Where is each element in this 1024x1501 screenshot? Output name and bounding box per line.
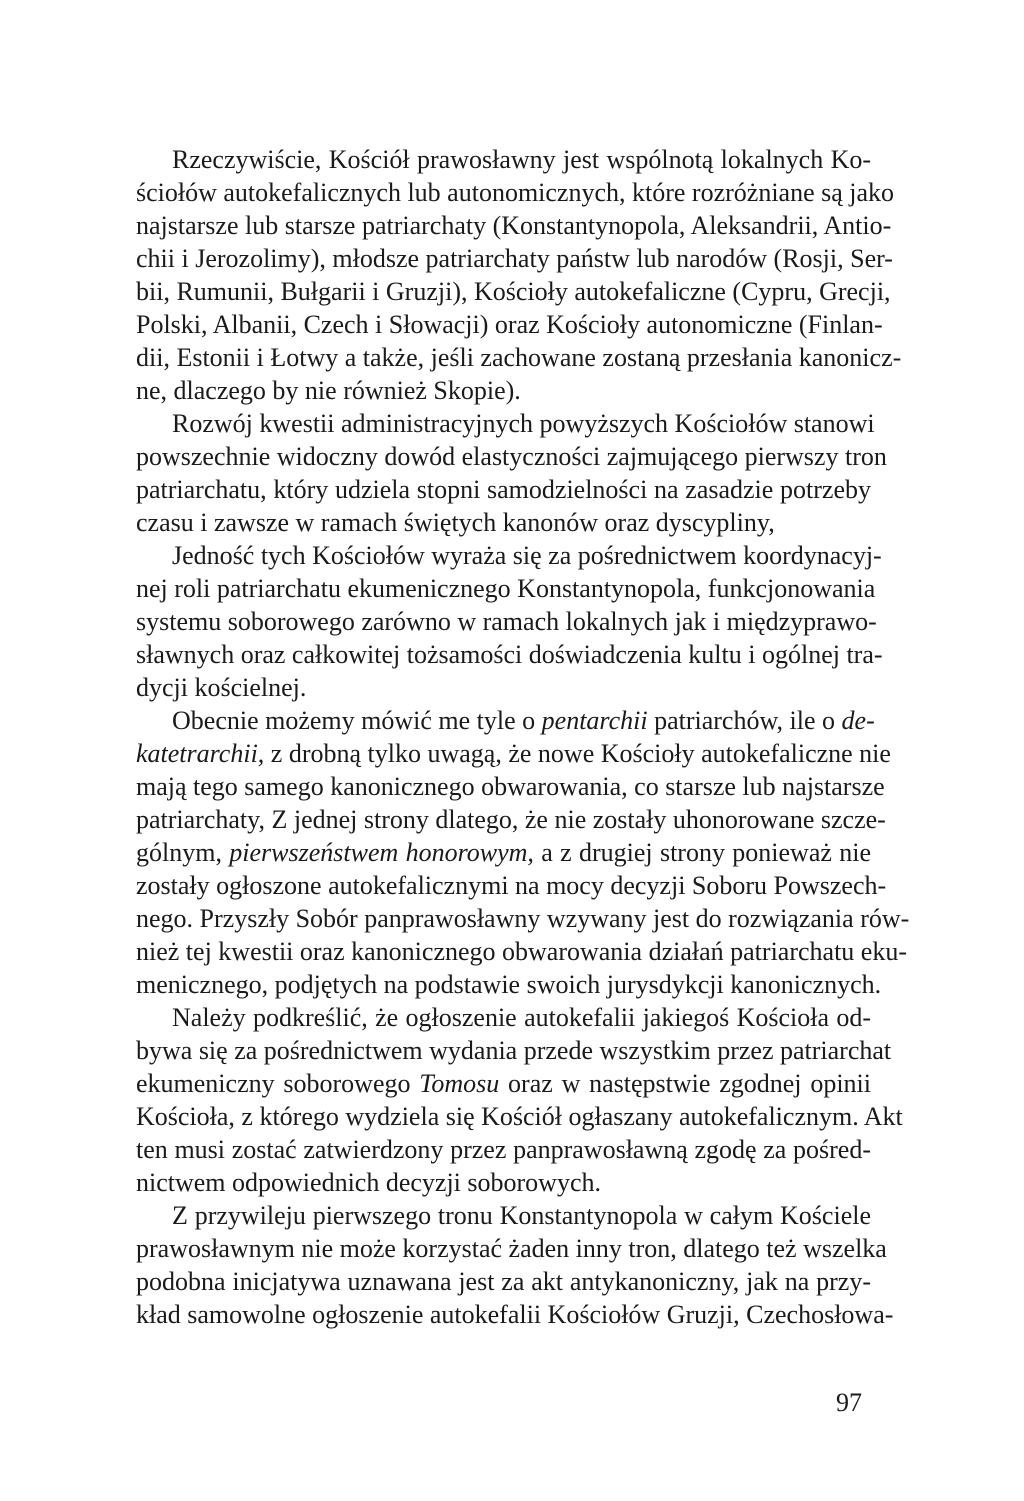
text-line [136,143,871,176]
text-run: dii, Estonii i Łotwy a także, jeśli zachowane zostaną przesłania kanonicz- [136,343,902,372]
text-run: Rozwój kwestii administracyjnych powyższych Kościołów stanowi [172,409,875,438]
text-run: bywa się za pośrednictwem wydania przede wszystkim przez patriarchat [136,1036,892,1065]
text-line [136,671,871,704]
text-run: Kościoła, z którego wydziela się Kościół ogłaszany autokefalicznym. Akt [136,1102,903,1131]
text-run: najstarsze lub starsze patriarchaty (Konstantynopola, Aleksandrii, Antio- [136,211,892,240]
text-line [136,1199,871,1232]
text-line [136,1067,871,1100]
text-line [136,968,882,1001]
text-run: Obecnie możemy mówić me tyle o [172,706,542,735]
text-run: bii, Rumunii, Bułgarii i Gruzji), Kościoły autokefaliczne (Cypru, Grecji, [136,277,891,306]
text-run: systemu soborowego zarówno w ramach lokalnych jak i międzyprawo- [136,607,877,636]
text-run: ten musi zostać zatwierdzony przez panprawosławną zgodę za pośred- [136,1135,871,1164]
text-line [136,869,887,902]
text-line [136,704,875,737]
text-line [136,473,871,506]
text-line [136,374,871,407]
page-number: 97 [836,1388,862,1417]
text-run: ściołów autokefalicznych lub autonomicznych, które rozróżniane są jako [136,178,895,207]
text-line [136,539,882,572]
paragraph [136,539,883,704]
text-line [136,1232,887,1265]
paragraph [136,1001,903,1199]
text-line [136,308,883,341]
text-run: ekumeniczny soborowego [136,1069,420,1098]
text-run: Należy podkreślić, że ogłoszenie autokefalii jakiegoś Kościoła od- [172,1003,871,1032]
text-line [136,902,910,935]
text-run: patriarchatu, który udziela stopni samodzielności na zasadzie potrzeby [136,475,871,504]
text-run: nego. Przyszły Sobór panprawosławny wzywany jest do rozwiązania rów- [136,904,910,933]
text-run: dycji kościelnej. [136,673,307,702]
text-run: nież tej kwestii oraz kanonicznego obwarowania działań patriarchatu eku- [136,937,907,966]
text-run: patriarchów, ile o [647,706,842,735]
text-line [136,1001,871,1034]
italic-text-run: pentarchii [541,706,648,735]
text-line [136,1133,871,1166]
text-line [136,275,891,308]
italic-text-run: katetrarchii, [136,739,265,768]
text-line [136,506,871,539]
text-line [136,1100,903,1133]
text-line [136,935,907,968]
text-run: a z drugiej strony ponieważ nie [533,838,871,867]
text-run: Z przywileju pierwszego tronu Konstantynopola w całym Kościele [172,1201,871,1230]
text-run: mają tego samego kanonicznego obwarowania, co starsze lub najstarsze [136,772,885,801]
text-run: nej roli patriarchatu ekumenicznego Konstantynopola, funkcjonowania [136,574,876,603]
text-run: ne, dlaczego by nie również Skopie). [136,376,521,405]
text-run: oraz w następstwie zgodnej opinii [499,1069,871,1098]
text-run: czasu i zawsze w ramach świętych kanonów oraz dyscypliny, [136,508,775,537]
text-run: chii i Jerozolimy), młodsze patriarchaty państw lub narodów (Rosji, Ser- [136,244,893,273]
text-run: powszechnie widoczny dowód elastyczności zajmującego pierwszy tron [136,442,887,471]
text-line [136,176,895,209]
text-run: prawosławnym nie może korzystać żaden inny tron, dlatego też wszelka [136,1234,887,1263]
text-run: kład samowolne ogłoszenie autokefalii Kościołów Gruzji, Czechosłowa- [136,1300,894,1329]
text-line [136,341,902,374]
italic-text-run: pierwszeństwem honorowym, [229,838,534,867]
text-line [136,1298,894,1331]
text-line [136,770,885,803]
text-line [136,209,892,242]
paragraph [136,143,902,407]
text-run: Polski, Albanii, Czech i Słowacji) oraz Kościoły autonomiczne (Finlan- [136,310,883,339]
text-line [136,572,876,605]
text-line [136,1166,871,1199]
italic-text-run: de- [841,706,875,735]
italic-text-run: Tomosu [419,1069,500,1098]
text-run: Rzeczywiście, Kościół prawosławny jest wspólnotą lokalnych Ko- [172,145,871,174]
text-line [136,440,887,473]
text-line [136,242,893,275]
text-line [136,605,877,638]
text-line [136,1034,892,1067]
text-run: patriarchaty, Z jednej strony dlatego, że nie zostały uhonorowane szcze- [136,805,886,834]
text-run: zostały ogłoszone autokefalicznymi na mocy decyzji Soboru Powszech- [136,871,887,900]
body-text [136,143,910,1331]
paragraph [136,704,910,1001]
text-line [136,638,883,671]
paragraph [136,407,887,539]
text-line [136,407,875,440]
text-line [136,1265,871,1298]
text-run: z drobną tylko uwagą, że nowe Kościoły autokefaliczne nie [264,739,891,768]
text-run: menicznego, podjętych na podstawie swoich jurysdykcji kanonicznych. [136,970,882,999]
paragraph [136,1199,894,1331]
text-line [136,836,871,869]
text-line [136,737,891,770]
text-run: nictwem odpowiednich decyzji soborowych. [136,1168,601,1197]
text-run: gólnym, [136,838,230,867]
text-run: Jedność tych Kościołów wyraża się za pośrednictwem koordynacyj- [172,541,882,570]
text-line [136,803,886,836]
text-run: podobna inicjatywa uznawana jest za akt antykanoniczny, jak na przy- [136,1267,871,1296]
text-run: sławnych oraz całkowitej tożsamości doświadczenia kultu i ogólnej tra- [136,640,883,669]
